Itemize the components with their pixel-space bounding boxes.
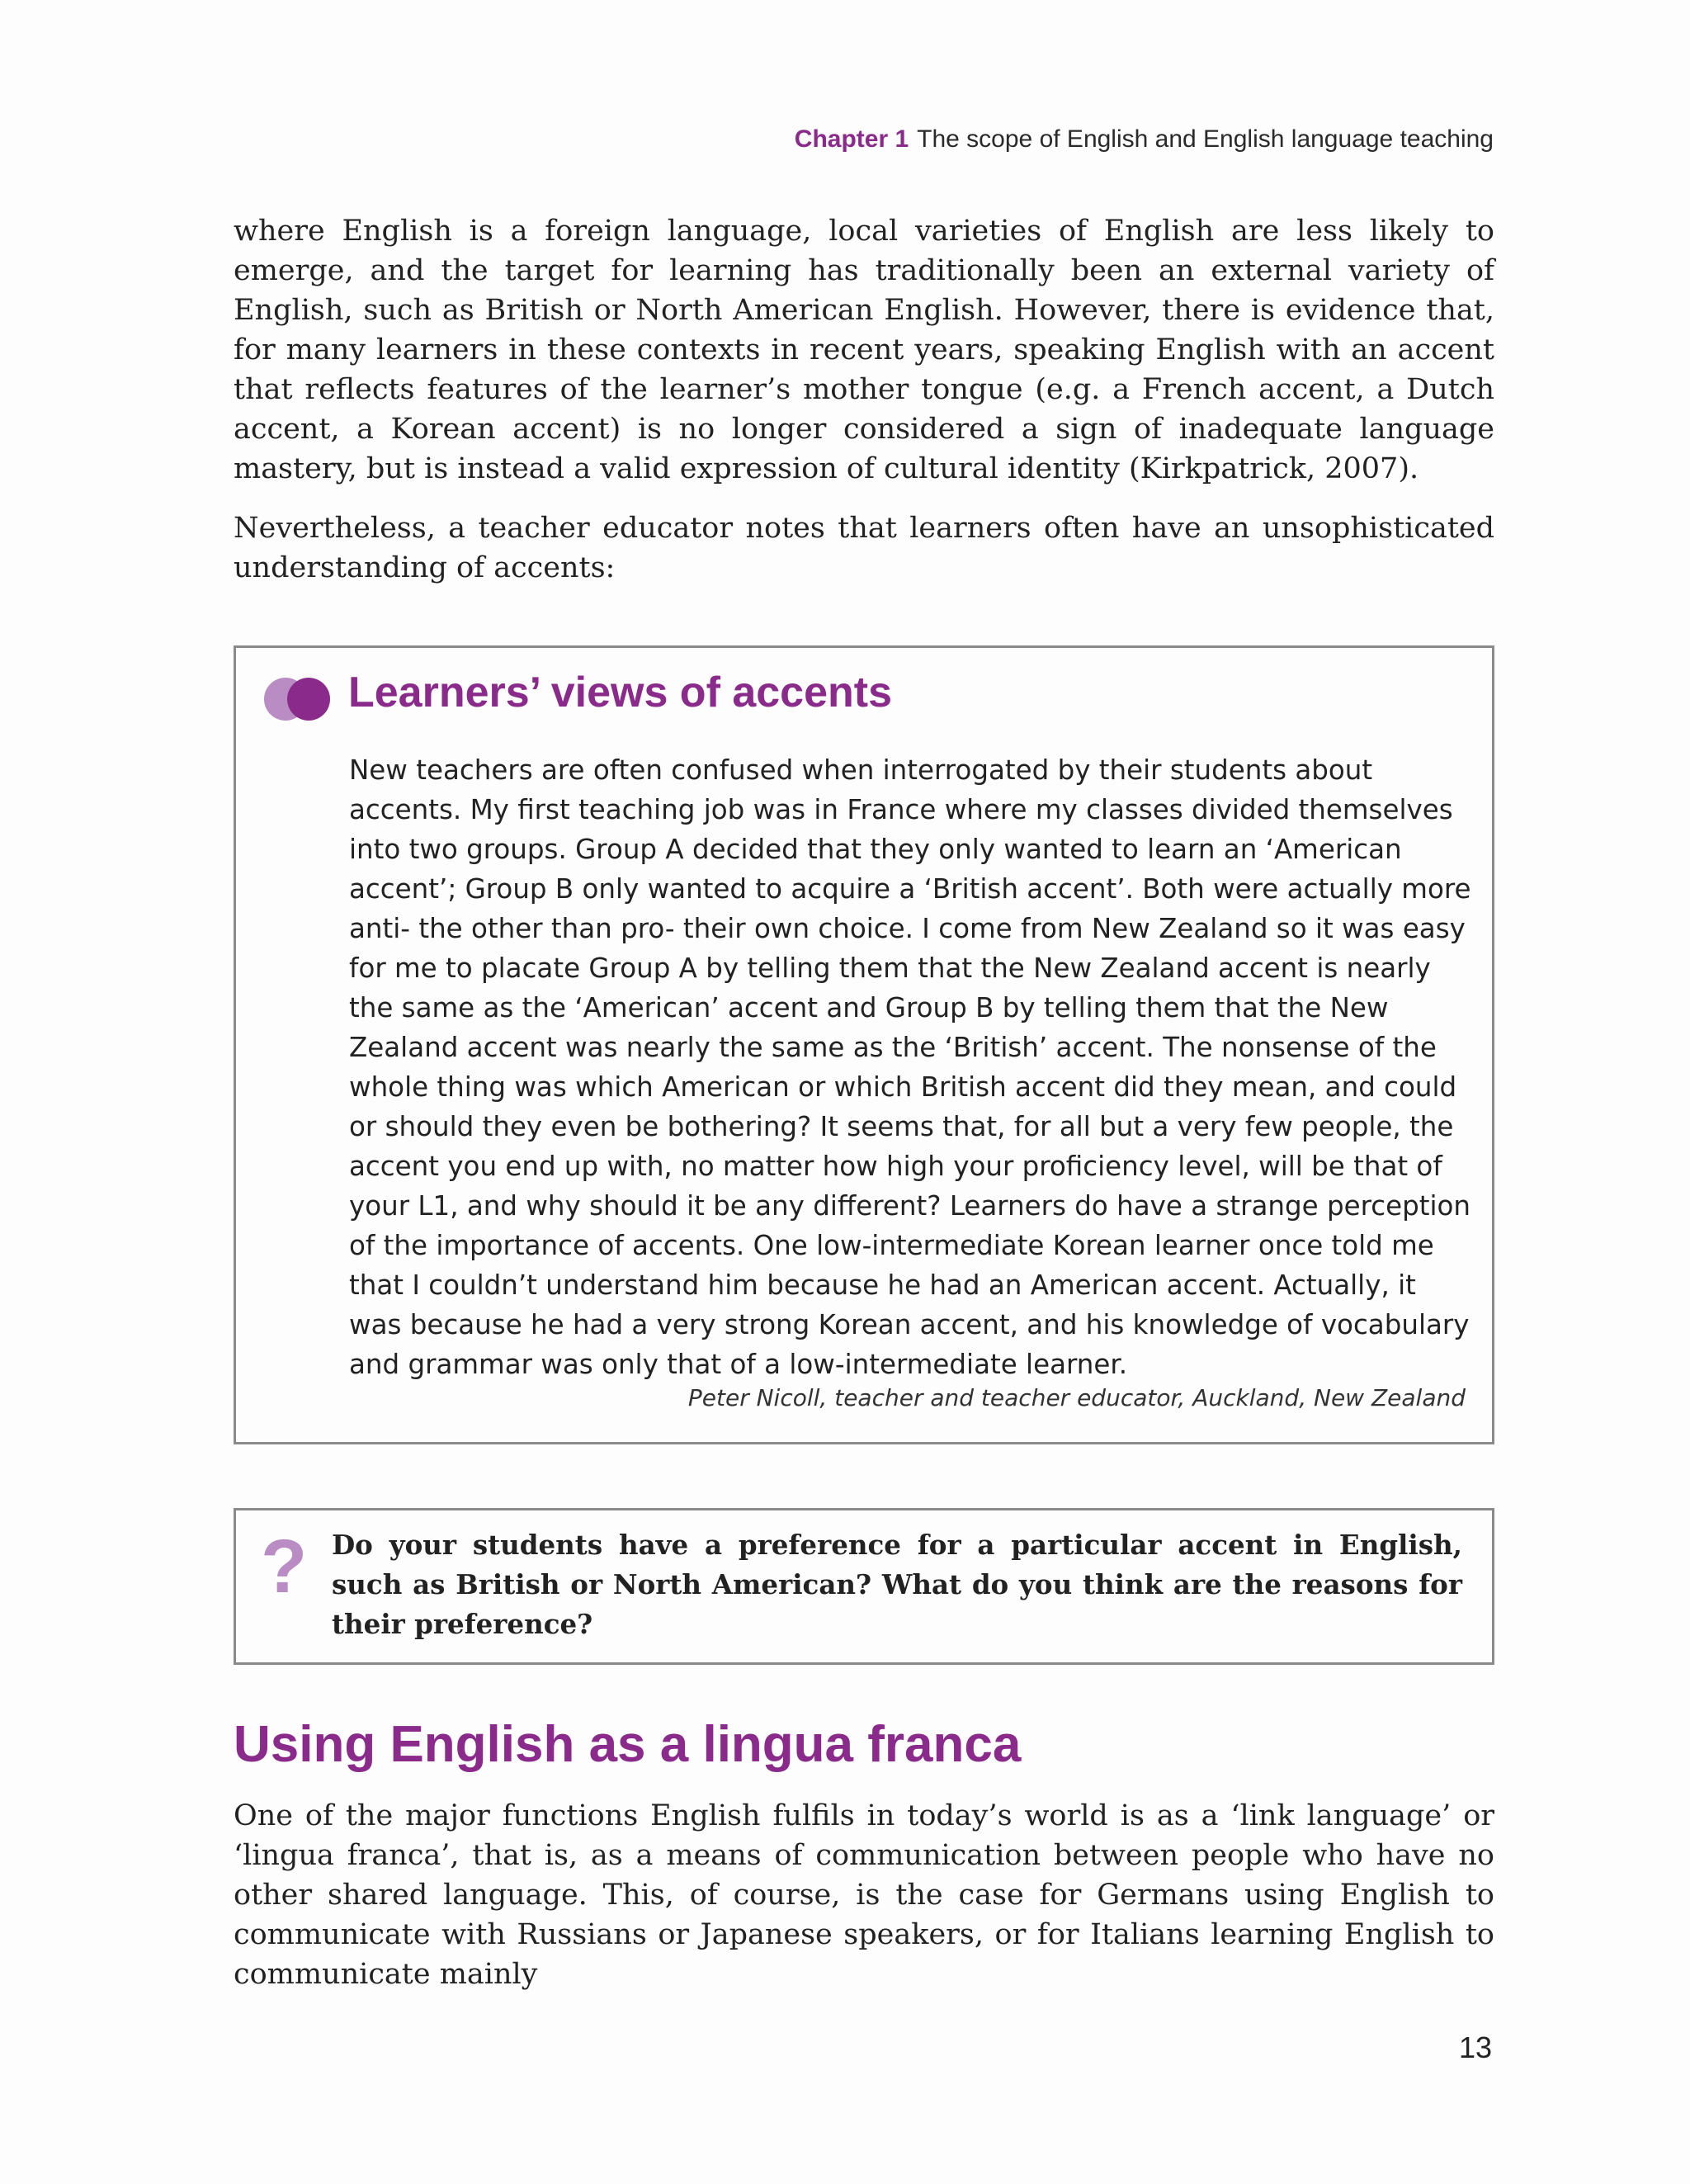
page-number: 13 [1458,2030,1492,2064]
quote-box [234,645,1494,1444]
question-mark-icon: ? [261,1525,308,1609]
body-paragraph-2: Nevertheless, a teacher educator notes that learners often have an unsophisticated understanding of accents: [234,512,1494,584]
quote-box-title: Learners’ views of accents [348,669,893,716]
question-text: Do your students have a preference for a particular accent in English, such as British or North American? What do you think are the reasons for their preference? [332,1529,1462,1640]
quote-attribution: Peter Nicoll, teacher and teacher educator, Auckland, New Zealand [687,1384,1466,1411]
body-paragraph-1: where English is a foreign language, local varieties of English are less likely to emerge, and the target for learning has traditionally been an external variety of English, such as British or North American English. However, there is evidence that, for many learners in these contexts in recent years, speaking English with an accent that reflects features of the learner’s mother tongue (e.g. a French accent, a Dutch accent, a Korean accent) is no longer considered a sign of inadequate language mastery, but is instead a valid expression of cultural identity (Kirkpatrick, 2007). [234,215,1494,485]
dot-dark [287,678,330,721]
section-heading: Using English as a lingua franca [234,1716,1022,1773]
chapter-label: Chapter 1 [794,125,909,153]
quote-text: New teachers are often confused when interrogated by their students about accents. My first teaching job was in France where my classes divided themselves into two groups. Group A decided that they only wanted to learn an ‘American accent’; Group B only wanted to acquire a ‘British accent’. Both were actually more anti- the other than pro- their own choice. I come from New Zealand so it was easy for me to placate Group A by telling them that the New Zealand accent is nearly the same as the ‘American’ accent and Group B by telling them that the New Zealand accent was nearly the same as the ‘British’ accent. The nonsense of the whole thing was which American or which British accent did they mean, and could or should they even be bothering? It seems that, for all but a very few people, the accent you end up with, no matter how high your proficiency level, will be that of your L1, and why should it be any different? Learners do have a strange perception of the importance of accents. One low-intermediate Korean learner once told me that I couldn’t understand him because he had an American accent. Actually, it was because he had a very strong Korean accent, and his knowledge of vocabulary and grammar was only that of a low-intermediate learner. [349,754,1471,1380]
question-box [234,1508,1494,1665]
chapter-title: The scope of English and English language teaching [917,125,1494,153]
speech-dots-icon [264,678,330,722]
body-paragraph-3: One of the major functions English fulfils in today’s world is as a ‘link language’ or ‘lingua franca’, that is, as a means of communication between people who have no other shared language. This, of course, is the case for Germans using English to communicate with Russians or Japanese speakers, or for Italians learning English to communicate mainly [234,1799,1494,1991]
running-head [795,125,1494,154]
